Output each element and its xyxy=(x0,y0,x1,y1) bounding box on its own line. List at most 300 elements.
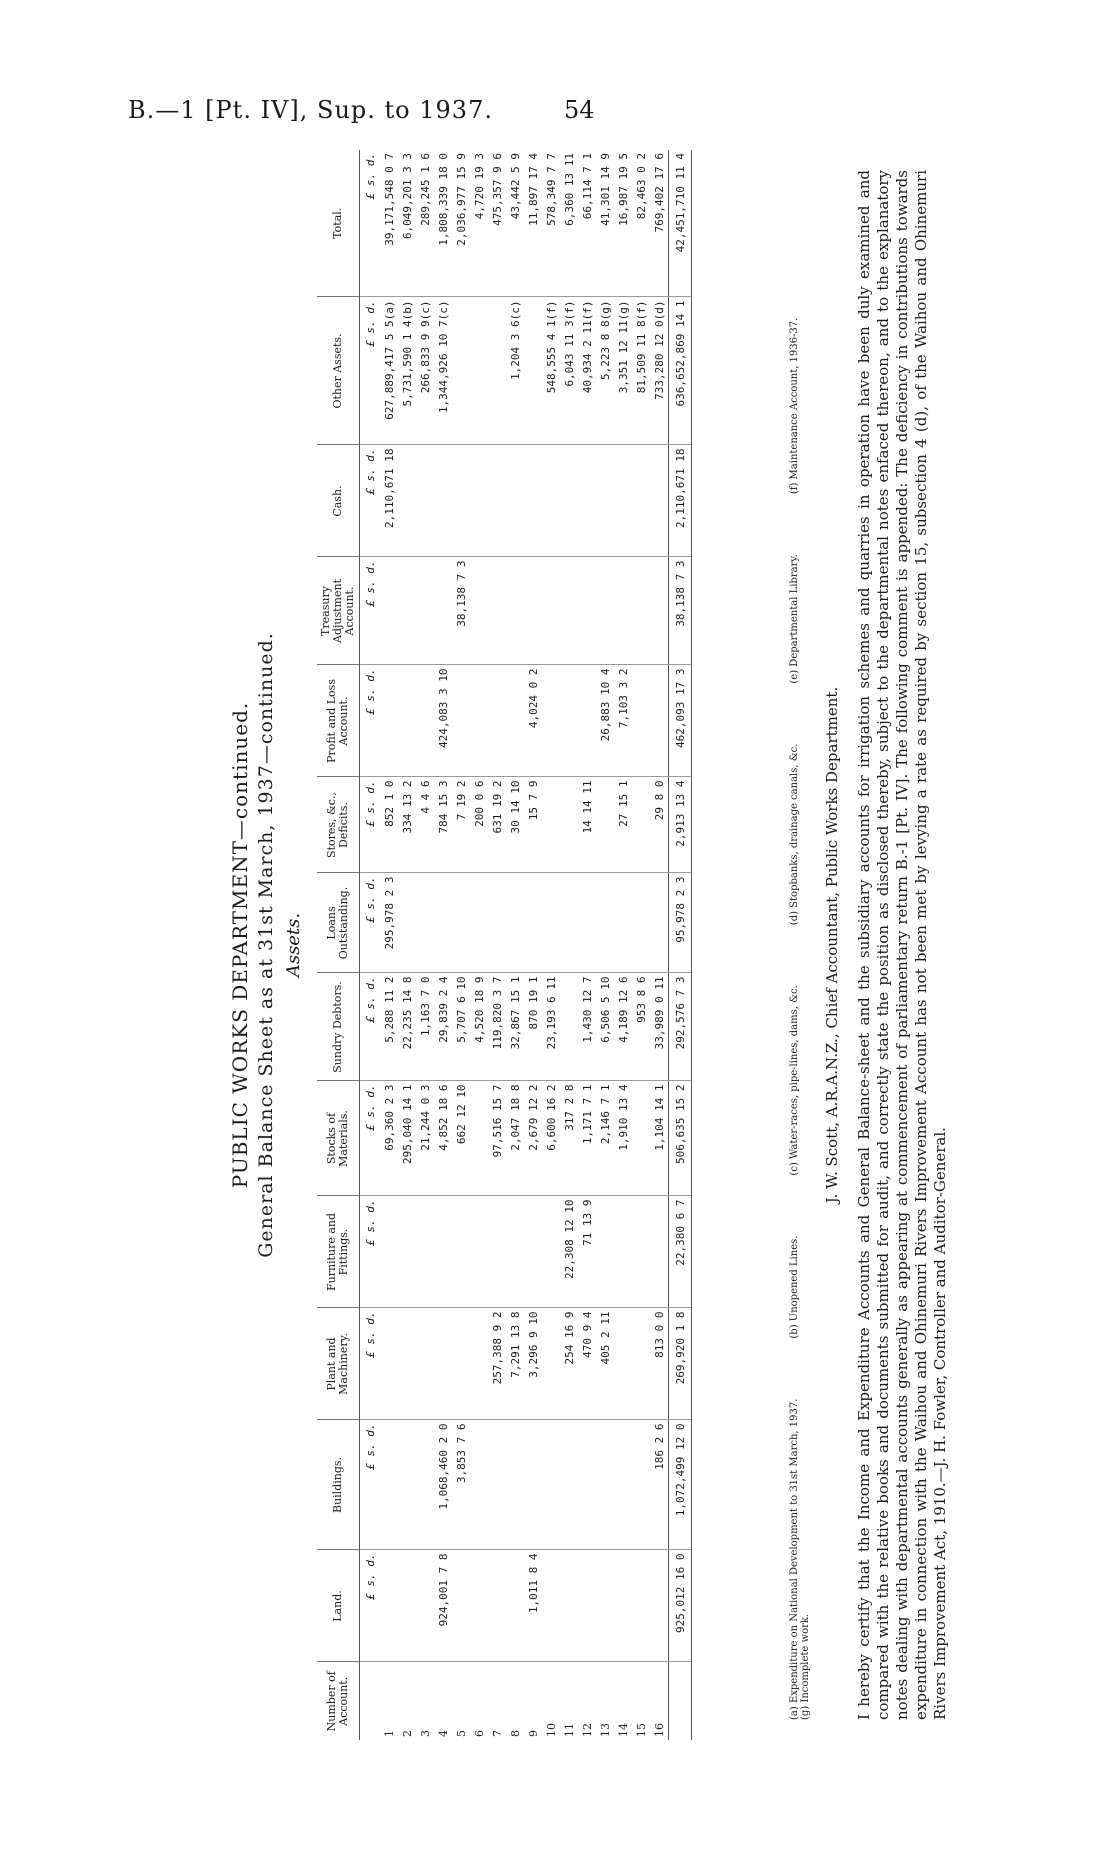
column-header: Furniture and Fittings. xyxy=(317,1196,360,1308)
amount-cell: 578,349 7 7 xyxy=(542,150,560,297)
footnotes xyxy=(789,160,811,1720)
amount-cell: 4,189 12 6 xyxy=(614,973,632,1081)
amount-cell xyxy=(470,665,488,777)
amount-cell xyxy=(452,1550,470,1662)
amount-cell xyxy=(416,1196,434,1308)
total-cell: 925,012 16 0 xyxy=(669,1550,692,1662)
total-cell: 462,093 17 3 xyxy=(669,665,692,777)
amount-cell xyxy=(578,873,596,973)
amount-cell: 38,138 7 3 xyxy=(452,557,470,665)
amount-cell xyxy=(398,1420,416,1550)
footnote: (d) Stopbanks, drainage canals, &c. xyxy=(789,743,800,926)
amount-cell xyxy=(542,1550,560,1662)
amount-cell: 2,146 7 1 xyxy=(596,1081,614,1196)
amount-cell: 5,707 6 10 xyxy=(452,973,470,1081)
table-row xyxy=(398,150,416,1740)
amount-cell xyxy=(542,1196,560,1308)
amount-cell: 6,043 11 3(f) xyxy=(560,297,578,445)
account-number-cell: 1 xyxy=(382,1730,396,1737)
amount-cell xyxy=(506,665,524,777)
column-header: Land. xyxy=(317,1550,360,1662)
amount-cell xyxy=(470,297,488,445)
table-row xyxy=(506,150,524,1740)
page-header xyxy=(0,96,1114,136)
account-number-cell: 3 xyxy=(418,1730,432,1737)
amount-cell: 254 16 9 xyxy=(560,1308,578,1420)
amount-cell xyxy=(650,665,669,777)
amount-cell xyxy=(452,1196,470,1308)
amount-cell: 1,430 12 7 xyxy=(578,973,596,1081)
amount-cell xyxy=(614,1196,632,1308)
amount-cell: 23,193 6 11 xyxy=(542,973,560,1081)
amount-cell: 1,910 13 4 xyxy=(614,1081,632,1196)
amount-cell xyxy=(578,557,596,665)
amount-cell: 81,509 11 8(f) xyxy=(632,297,650,445)
amount-cell: 769,402 17 6 xyxy=(650,150,669,297)
amount-cell: 1,011 8 4 xyxy=(524,1550,542,1662)
table-row xyxy=(380,150,398,1740)
total-cell: 506,635 15 2 xyxy=(669,1081,692,1196)
amount-cell xyxy=(416,557,434,665)
amount-cell xyxy=(488,1196,506,1308)
amount-cell xyxy=(542,873,560,973)
amount-cell xyxy=(650,1550,669,1662)
amount-cell xyxy=(560,557,578,665)
amount-cell xyxy=(470,1308,488,1420)
amount-cell xyxy=(506,1420,524,1550)
amount-cell: 4,024 0 2 xyxy=(524,665,542,777)
amount-cell xyxy=(578,665,596,777)
amount-cell xyxy=(524,1420,542,1550)
amount-cell: 6,506 5 10 xyxy=(596,973,614,1081)
amount-cell xyxy=(380,1420,398,1550)
amount-cell xyxy=(578,1420,596,1550)
amount-cell xyxy=(596,873,614,973)
footnote: (e) Departmental Library. xyxy=(789,554,800,684)
total-cell: 95,978 2 3 xyxy=(669,873,692,973)
amount-cell xyxy=(542,1420,560,1550)
amount-cell: 295,978 2 3 xyxy=(380,873,398,973)
units-cell: £ s. d. xyxy=(360,777,381,873)
amount-cell: 289,245 1 6 xyxy=(416,150,434,297)
amount-cell xyxy=(488,297,506,445)
table-body xyxy=(360,150,692,1740)
amount-cell: 29 8 0 xyxy=(650,777,669,873)
amount-cell xyxy=(524,297,542,445)
amount-cell: 1,344,926 10 7(c) xyxy=(434,297,452,445)
units-cell: £ s. d. xyxy=(360,973,381,1081)
amount-cell xyxy=(470,1420,488,1550)
amount-cell: 7,291 13 8 xyxy=(506,1308,524,1420)
accountant-signature: J. W. Scott, A.R.A.N.Z., Chief Accountant, Public Works Department. xyxy=(823,686,841,1204)
amount-cell: 470 9 4 xyxy=(578,1308,596,1420)
header-reference: B.—1 [Pt. IV], Sup. to 1937. xyxy=(128,96,493,124)
amount-cell xyxy=(398,1308,416,1420)
amount-cell xyxy=(578,1550,596,1662)
account-number-cell: 16 xyxy=(652,1723,666,1737)
amount-cell: 33,989 0 11 xyxy=(650,973,669,1081)
amount-cell xyxy=(380,1550,398,1662)
amount-cell xyxy=(560,873,578,973)
amount-cell: 71 13 9 xyxy=(578,1196,596,1308)
amount-cell: 29,839 2 4 xyxy=(434,973,452,1081)
amount-cell xyxy=(398,445,416,557)
amount-cell: 1,171 7 1 xyxy=(578,1081,596,1196)
amount-cell: 1,163 7 0 xyxy=(416,973,434,1081)
total-cell: 22,380 6 7 xyxy=(669,1196,692,1308)
amount-cell xyxy=(452,297,470,445)
amount-cell xyxy=(650,445,669,557)
amount-cell xyxy=(650,873,669,973)
column-header: Treasury Adjustment Account. xyxy=(317,557,360,665)
amount-cell: 266,833 9 9(c) xyxy=(416,297,434,445)
amount-cell: 627,889,417 5 5(a) xyxy=(380,297,398,445)
amount-cell: 5,223 8 8(g) xyxy=(596,297,614,445)
amount-cell: 4,520 18 9 xyxy=(470,973,488,1081)
amount-cell xyxy=(398,1196,416,1308)
sheet-title: General Balance Sheet as at 31st March, 1937—continued. xyxy=(255,632,277,1258)
amount-cell: 5,731,590 1 4(b) xyxy=(398,297,416,445)
column-header: Total. xyxy=(317,150,360,297)
table-row xyxy=(614,150,632,1740)
amount-cell: 3,296 9 10 xyxy=(524,1308,542,1420)
column-header: Profit and Loss Account. xyxy=(317,665,360,777)
account-number-cell: 8 xyxy=(508,1730,522,1737)
footnote: (c) Water-races, pipe-lines, dams, &c. xyxy=(789,985,800,1176)
table-row xyxy=(542,150,560,1740)
amount-cell xyxy=(614,557,632,665)
units-row xyxy=(360,150,381,1740)
amount-cell xyxy=(632,777,650,873)
amount-cell: 784 15 3 xyxy=(434,777,452,873)
amount-cell xyxy=(470,445,488,557)
amount-cell: 1,104 14 1 xyxy=(650,1081,669,1196)
total-cell: 1,072,499 12 0 xyxy=(669,1420,692,1550)
table-row xyxy=(650,150,669,1740)
amount-cell: 27 15 1 xyxy=(614,777,632,873)
amount-cell: 22,235 14 8 xyxy=(398,973,416,1081)
amount-cell xyxy=(398,557,416,665)
amount-cell: 1,204 3 6(c) xyxy=(506,297,524,445)
rotated-balance-sheet xyxy=(95,150,955,1740)
amount-cell: 97,516 15 7 xyxy=(488,1081,506,1196)
amount-cell xyxy=(380,1196,398,1308)
amount-cell xyxy=(578,445,596,557)
amount-cell: 662 12 10 xyxy=(452,1081,470,1196)
department-title: PUBLIC WORKS DEPARTMENT—continued. xyxy=(228,701,252,1189)
table-header-row xyxy=(317,150,360,1740)
amount-cell: 41,301 14 9 xyxy=(596,150,614,297)
amount-cell xyxy=(542,665,560,777)
amount-cell xyxy=(398,873,416,973)
amount-cell xyxy=(398,665,416,777)
amount-cell xyxy=(470,1550,488,1662)
amount-cell xyxy=(434,873,452,973)
amount-cell xyxy=(560,665,578,777)
amount-cell: 7 19 2 xyxy=(452,777,470,873)
units-cell: £ s. d. xyxy=(360,1081,381,1196)
units-cell xyxy=(360,1662,381,1740)
section-title: Assets. xyxy=(283,912,304,978)
amount-cell xyxy=(542,445,560,557)
table-row xyxy=(578,150,596,1740)
amount-cell: 1,068,460 2 0 xyxy=(434,1420,452,1550)
amount-cell xyxy=(506,445,524,557)
amount-cell xyxy=(416,1550,434,1662)
table-row xyxy=(452,150,470,1740)
amount-cell: 4,720 19 3 xyxy=(470,150,488,297)
total-cell: 269,920 1 8 xyxy=(669,1308,692,1420)
total-cell: 292,576 7 3 xyxy=(669,973,692,1081)
amount-cell xyxy=(632,1081,650,1196)
amount-cell xyxy=(506,1196,524,1308)
account-number-cell: 11 xyxy=(562,1723,576,1737)
amount-cell xyxy=(506,1550,524,1662)
amount-cell: 475,357 9 6 xyxy=(488,150,506,297)
total-cell: 2,913 13 4 xyxy=(669,777,692,873)
amount-cell xyxy=(614,1550,632,1662)
amount-cell xyxy=(542,777,560,873)
amount-cell: 3,351 12 11(g) xyxy=(614,297,632,445)
amount-cell: 5,288 11 2 xyxy=(380,973,398,1081)
amount-cell: 6,049,201 3 3 xyxy=(398,150,416,297)
units-cell: £ s. d. xyxy=(360,297,381,445)
column-header: Sundry Debtors. xyxy=(317,973,360,1081)
amount-cell: 295,040 14 1 xyxy=(398,1081,416,1196)
amount-cell xyxy=(434,1308,452,1420)
column-header: Stores, &c., Deficits. xyxy=(317,777,360,873)
amount-cell xyxy=(488,445,506,557)
amount-cell: 257,388 9 2 xyxy=(488,1308,506,1420)
total-cell xyxy=(669,1662,692,1740)
amount-cell xyxy=(380,1308,398,1420)
account-number-cell: 15 xyxy=(634,1723,648,1737)
amount-cell xyxy=(614,1308,632,1420)
column-header: Stocks of Materials. xyxy=(317,1081,360,1196)
column-header: Buildings. xyxy=(317,1420,360,1550)
amount-cell xyxy=(488,1550,506,1662)
amount-cell: 186 2 6 xyxy=(650,1420,669,1550)
amount-cell xyxy=(560,1550,578,1662)
amount-cell xyxy=(524,873,542,973)
amount-cell: 30 14 10 xyxy=(506,777,524,873)
table-row xyxy=(596,150,614,1740)
total-cell: 42,451,710 11 4 xyxy=(669,150,692,297)
amount-cell xyxy=(542,557,560,665)
amount-cell xyxy=(596,1420,614,1550)
account-number-cell: 5 xyxy=(454,1730,468,1737)
amount-cell: 22,308 12 10 xyxy=(560,1196,578,1308)
assets-table xyxy=(317,150,692,1740)
column-header: Loans Outstanding. xyxy=(317,873,360,973)
amount-cell: 4,852 18 6 xyxy=(434,1081,452,1196)
units-cell: £ s. d. xyxy=(360,557,381,665)
amount-cell xyxy=(650,1196,669,1308)
account-number-cell: 4 xyxy=(436,1730,450,1737)
amount-cell xyxy=(416,445,434,557)
amount-cell xyxy=(452,665,470,777)
table-row xyxy=(470,150,488,1740)
amount-cell: 43,442 5 9 xyxy=(506,150,524,297)
amount-cell xyxy=(380,557,398,665)
footnote: (f) Maintenance Account, 1936-37. xyxy=(789,317,800,495)
units-cell: £ s. d. xyxy=(360,1308,381,1420)
footnote: (a) Expenditure on National Development to 31st March, 1937. xyxy=(789,1398,800,1720)
amount-cell xyxy=(452,873,470,973)
amount-cell: 7,103 3 2 xyxy=(614,665,632,777)
amount-cell: 953 8 6 xyxy=(632,973,650,1081)
amount-cell: 924,001 7 8 xyxy=(434,1550,452,1662)
amount-cell: 2,036,977 15 9 xyxy=(452,150,470,297)
table-row xyxy=(434,150,452,1740)
units-cell: £ s. d. xyxy=(360,445,381,557)
amount-cell xyxy=(488,665,506,777)
amount-cell xyxy=(398,1550,416,1662)
amount-cell: 405 2 11 xyxy=(596,1308,614,1420)
amount-cell: 119,820 3 7 xyxy=(488,973,506,1081)
amount-cell: 21,244 0 3 xyxy=(416,1081,434,1196)
amount-cell: 66,114 7 1 xyxy=(578,150,596,297)
amount-cell xyxy=(632,665,650,777)
account-number-cell: 13 xyxy=(598,1723,612,1737)
total-cell: 2,110,671 18 xyxy=(669,445,692,557)
amount-cell: 6,600 16 2 xyxy=(542,1081,560,1196)
amount-cell xyxy=(542,1308,560,1420)
units-cell: £ s. d. xyxy=(360,150,381,297)
amount-cell xyxy=(434,445,452,557)
amount-cell: 15 7 9 xyxy=(524,777,542,873)
account-number-cell: 7 xyxy=(490,1730,504,1737)
amount-cell: 813 0 0 xyxy=(650,1308,669,1420)
table-row xyxy=(524,150,542,1740)
amount-cell xyxy=(632,557,650,665)
column-header: Plant and Machinery. xyxy=(317,1308,360,1420)
units-cell: £ s. d. xyxy=(360,873,381,973)
amount-cell: 11,897 17 4 xyxy=(524,150,542,297)
account-number-cell: 2 xyxy=(400,1730,414,1737)
amount-cell xyxy=(488,1420,506,1550)
units-cell: £ s. d. xyxy=(360,1196,381,1308)
amount-cell xyxy=(632,1550,650,1662)
amount-cell xyxy=(380,665,398,777)
amount-cell: 317 2 8 xyxy=(560,1081,578,1196)
column-header: Other Assets. xyxy=(317,297,360,445)
amount-cell: 32,867 15 1 xyxy=(506,973,524,1081)
amount-cell xyxy=(596,1196,614,1308)
footnote: (b) Unopened Lines. xyxy=(789,1235,800,1339)
amount-cell xyxy=(416,665,434,777)
amount-cell xyxy=(470,557,488,665)
amount-cell: 870 19 1 xyxy=(524,973,542,1081)
amount-cell: 4 4 6 xyxy=(416,777,434,873)
amount-cell xyxy=(560,973,578,1081)
amount-cell xyxy=(434,557,452,665)
amount-cell xyxy=(416,873,434,973)
amount-cell xyxy=(524,445,542,557)
amount-cell xyxy=(488,557,506,665)
amount-cell: 200 0 6 xyxy=(470,777,488,873)
amount-cell xyxy=(434,1196,452,1308)
amount-cell xyxy=(470,1196,488,1308)
amount-cell: 2,047 18 8 xyxy=(506,1081,524,1196)
amount-cell xyxy=(560,1420,578,1550)
table-row xyxy=(488,150,506,1740)
amount-cell: 852 1 0 xyxy=(380,777,398,873)
amount-cell: 733,280 12 0(d) xyxy=(650,297,669,445)
column-header: Cash. xyxy=(317,445,360,557)
amount-cell xyxy=(524,1196,542,1308)
amount-cell xyxy=(470,873,488,973)
amount-cell: 16,987 19 5 xyxy=(614,150,632,297)
amount-cell xyxy=(506,557,524,665)
amount-cell xyxy=(596,445,614,557)
amount-cell xyxy=(632,445,650,557)
table-row xyxy=(560,150,578,1740)
amount-cell xyxy=(470,1081,488,1196)
amount-cell xyxy=(632,1420,650,1550)
amount-cell xyxy=(506,873,524,973)
table-row xyxy=(416,150,434,1740)
amount-cell xyxy=(416,1308,434,1420)
amount-cell: 82,463 0 2 xyxy=(632,150,650,297)
amount-cell xyxy=(452,445,470,557)
amount-cell xyxy=(632,1308,650,1420)
account-number-cell: 14 xyxy=(616,1723,630,1737)
account-number-cell: 6 xyxy=(472,1730,486,1737)
amount-cell: 26,883 10 4 xyxy=(596,665,614,777)
amount-cell xyxy=(650,557,669,665)
amount-cell: 6,360 13 11 xyxy=(560,150,578,297)
amount-cell xyxy=(452,1308,470,1420)
units-cell: £ s. d. xyxy=(360,665,381,777)
account-number-cell: 9 xyxy=(526,1730,540,1737)
amount-cell xyxy=(614,445,632,557)
amount-cell xyxy=(632,1196,650,1308)
amount-cell xyxy=(614,1420,632,1550)
amount-cell: 3,853 7 6 xyxy=(452,1420,470,1550)
amount-cell xyxy=(596,777,614,873)
amount-cell xyxy=(488,873,506,973)
amount-cell xyxy=(632,873,650,973)
account-number-cell: 12 xyxy=(580,1723,594,1737)
amount-cell xyxy=(614,873,632,973)
amount-cell xyxy=(560,777,578,873)
units-cell: £ s. d. xyxy=(360,1420,381,1550)
amount-cell: 424,083 3 10 xyxy=(434,665,452,777)
amount-cell: 40,934 2 11(f) xyxy=(578,297,596,445)
amount-cell xyxy=(416,1420,434,1550)
amount-cell xyxy=(524,557,542,665)
page-number: 54 xyxy=(564,96,595,124)
table-row xyxy=(632,150,650,1740)
footnote: (g) Incomplete work. xyxy=(800,1613,811,1720)
amount-cell: 39,171,548 0 7 xyxy=(380,150,398,297)
amount-cell: 548,555 4 1(f) xyxy=(542,297,560,445)
total-cell: 636,652,869 14 1 xyxy=(669,297,692,445)
amount-cell: 69,360 2 3 xyxy=(380,1081,398,1196)
amount-cell xyxy=(596,1550,614,1662)
amount-cell: 2,110,671 18 xyxy=(380,445,398,557)
column-header: Number of Account. xyxy=(317,1662,360,1740)
total-cell: 38,138 7 3 xyxy=(669,557,692,665)
audit-certificate: I hereby certify that the Income and Expenditure Accounts and General Balance-sheet and the subsidiary accounts for irrigation schemes and quarries in operation have been duly examined and compared with the relative books and documents submitted for audit, and correctly state the position as disclosed thereby, subject to the departmental notes enfaced thereon, and to the explanatory notes dealing with departmental accounts generally as appearing at commencement of parliamentary return B.-1 [Pt. IV]. The following comment is appended: The deficiency in contributions towards expenditure in connection with the Waihou and Ohinemuri Rivers Improvement Account has not been met by levying a rate as required by section 15, subsection 4 (d), of the Waihou and Ohinemuri Rivers Improvement Act, 1910.—J. H. Fowler, Controller and Auditor-General. xyxy=(855,170,949,1720)
amount-cell: 2,679 12 2 xyxy=(524,1081,542,1196)
amount-cell xyxy=(596,557,614,665)
amount-cell: 1,808,339 18 0 xyxy=(434,150,452,297)
amount-cell xyxy=(560,445,578,557)
amount-cell: 631 19 2 xyxy=(488,777,506,873)
totals-row xyxy=(669,150,692,1740)
